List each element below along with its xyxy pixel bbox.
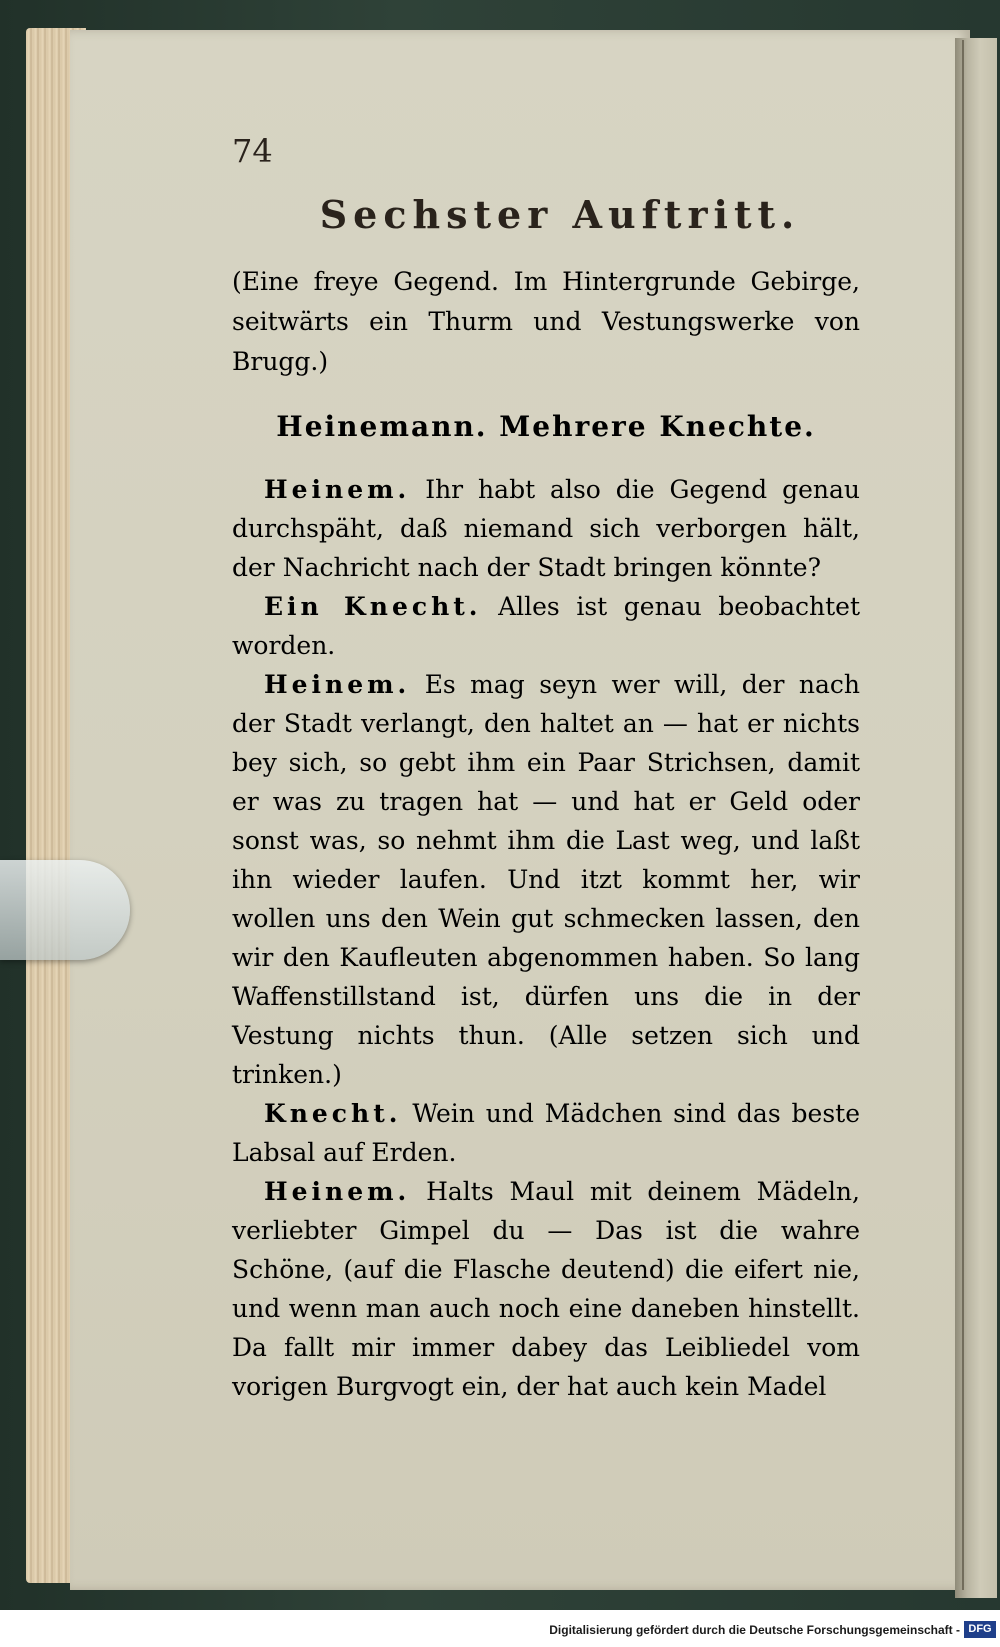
dialogue-text: Es mag seyn wer will, der nach der Stadt verlangt, den haltet an — hat er nichts bey sich, so gebt ihm ein Paar Strichsen, damit er was zu tragen hat — und hat er Geld oder sonst was, so nehmt ihm die Last weg, und laßt ihn wieder laufen. Und itzt kommt her, wir wollen uns den Wein gut schmecken lassen, den wir den Kaufleuten abgenommen haben. So lang Waffenstillstand ist, dürfen uns die in der Vestung nichts thun. (Alle setzen sich und trinken.) [232, 670, 861, 1089]
dialogue-text: Alles ist genau beobachtet worden. [232, 592, 860, 660]
dfg-logo: DFG [964, 1621, 996, 1638]
gutter-fold [962, 40, 964, 1590]
character-list: Heinemann. Mehrere Knechte. [276, 410, 816, 443]
dialogue-line [232, 665, 860, 1094]
funding-credit: Digitalisierung gefördert durch die Deutsche Forschungsgemeinschaft - [549, 1623, 960, 1637]
dialogue-text: Wein und Mädchen sind das beste Labsal auf Erden. [232, 1099, 860, 1167]
scene-title: Sechster Auftritt. [319, 192, 801, 237]
speaker-name: Heinem. [264, 1177, 411, 1206]
speaker-name: Ein Knecht. [264, 592, 482, 621]
dialogue-text: Ihr habt also die Gegend genau durchspäht, daß niemand sich verborgen hält, der Nachricht nach der Stadt bringen könnte? [232, 475, 860, 582]
speaker-name: Heinem. [264, 475, 411, 504]
speaker-name: Heinem. [264, 670, 411, 699]
dialogue-text: Halts Maul mit deinem Mädeln, verliebter Gimpel du — Das ist die wahre Schöne, (auf die Flasche deutend) die eifert nie, und wenn man auch noch eine daneben hinstellt. Da fallt mir immer dabey das Leibliedel vom vorigen Burgvogt ein, der hat auch kein Madel [232, 1177, 860, 1401]
stage-direction: (Eine freye Gegend. Im Hintergrunde Gebirge, seitwärts ein Thurm und Vestungswerke von Brugg.) [232, 267, 860, 376]
dialogue-line [232, 470, 860, 587]
page-clip [0, 860, 130, 960]
dialogue-line [232, 1172, 860, 1406]
page-number: 74 [232, 132, 273, 170]
speaker-name: Knecht. [264, 1099, 402, 1128]
dialogue-line [232, 1094, 860, 1172]
dialogue-line [232, 587, 860, 665]
dialogue-block [232, 470, 860, 1406]
